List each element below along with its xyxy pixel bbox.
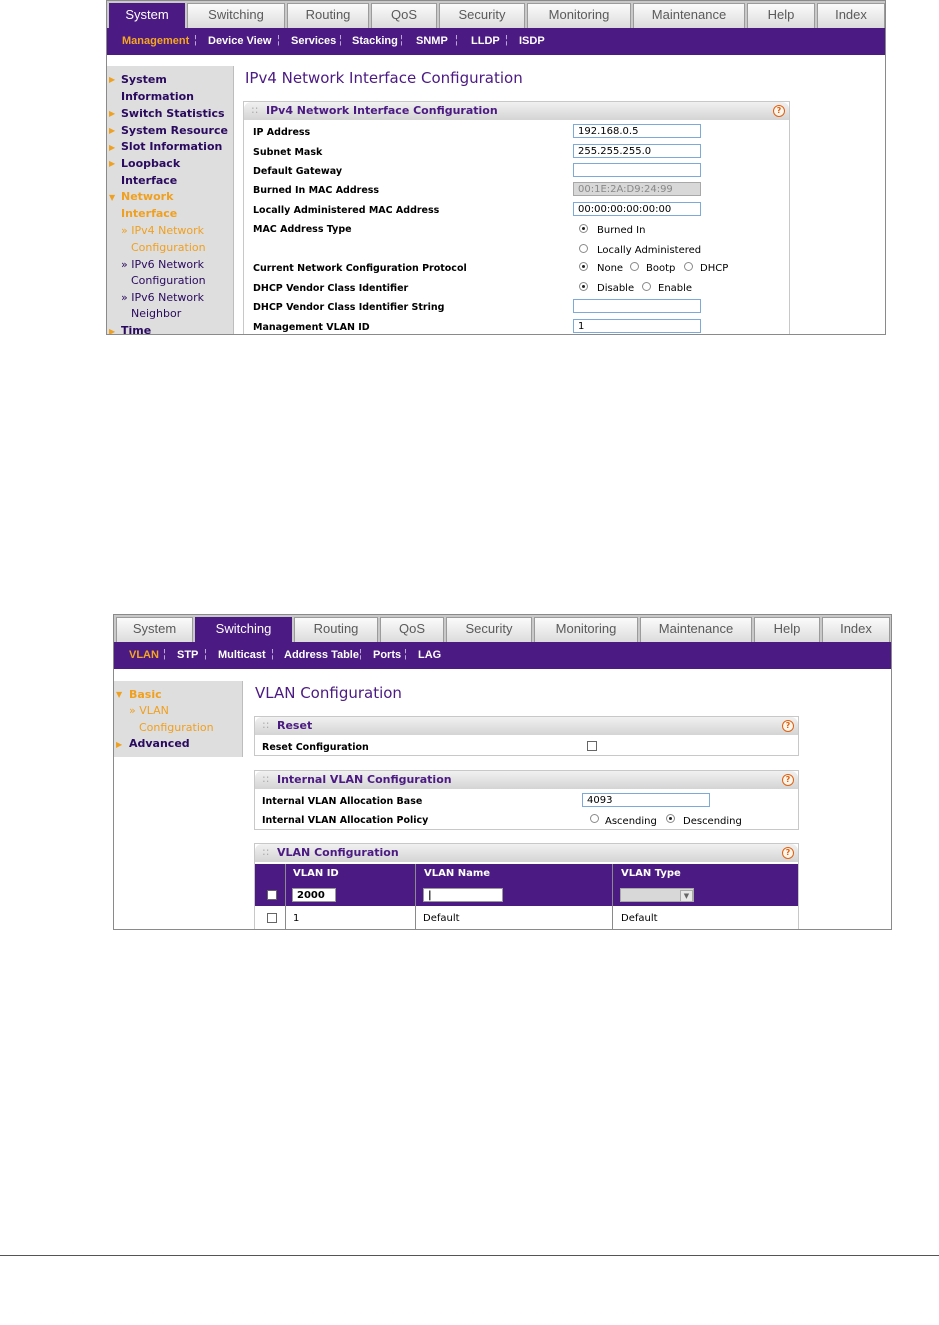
subnav-separator: ¦ xyxy=(277,34,280,46)
vlan-name-cell: Default xyxy=(423,913,460,924)
subnav-multicast[interactable]: Multicast xyxy=(218,649,266,661)
policy-ascending-radio[interactable] xyxy=(590,814,599,823)
sub-nav-bar xyxy=(114,642,891,669)
sidebar-subitem-vlan-configuration[interactable]: » VLAN xyxy=(129,704,169,717)
dhcp-vendor-enable-radio[interactable] xyxy=(642,282,651,291)
subnav-ports[interactable]: Ports xyxy=(373,649,402,661)
subnav-separator: ¦ xyxy=(400,34,403,46)
sidebar-subitem-ipv4-network-cont[interactable]: Configuration xyxy=(131,241,206,254)
chevron-right-icon: ▶ xyxy=(109,143,116,152)
subnav-management[interactable]: Management xyxy=(122,35,190,47)
subnav-device-view[interactable]: Device View xyxy=(208,35,272,47)
grip-icon: :: xyxy=(262,718,270,731)
protocol-dhcp-radio[interactable] xyxy=(684,262,693,271)
tab-maintenance[interactable]: Maintenance xyxy=(633,3,745,28)
protocol-label: Current Network Configuration Protocol xyxy=(253,263,467,274)
mac-type-label: MAC Address Type xyxy=(253,224,352,235)
local-mac-label: Locally Administered MAC Address xyxy=(253,205,440,216)
mac-type-local-radio[interactable] xyxy=(579,244,588,253)
reset-panel xyxy=(254,716,799,756)
vlan-name-input[interactable]: | xyxy=(423,888,503,902)
burned-in-mac-label: Burned In MAC Address xyxy=(253,185,380,196)
subnav-stp[interactable]: STP xyxy=(177,649,199,661)
subnav-separator: ¦ xyxy=(455,34,458,46)
tab-index[interactable]: Index xyxy=(822,617,890,642)
tab-routing[interactable]: Routing xyxy=(294,617,378,642)
ipv4-config-panel xyxy=(243,101,790,335)
tab-help[interactable]: Help xyxy=(754,617,820,642)
allocation-policy-label: Internal VLAN Allocation Policy xyxy=(262,815,429,826)
table-row xyxy=(255,906,798,930)
policy-descending-label: Descending xyxy=(683,816,742,827)
sidebar-item-basic[interactable]: Basic xyxy=(129,688,162,701)
subnav-lldp[interactable]: LLDP xyxy=(471,35,500,47)
protocol-dhcp-label: DHCP xyxy=(700,263,729,274)
sidebar-item-switch-statistics[interactable]: Switch Statistics xyxy=(121,107,225,120)
sidebar-item-system-information[interactable]: System xyxy=(121,73,167,86)
mgmt-vlan-input[interactable]: 1 xyxy=(573,319,701,333)
mac-type-burned-label: Burned In xyxy=(597,225,646,236)
protocol-bootp-radio[interactable] xyxy=(630,262,639,271)
subnav-isdp[interactable]: ISDP xyxy=(519,35,545,47)
tab-switching[interactable]: Switching xyxy=(187,3,285,28)
panel-title: IPv4 Network Interface Configuration xyxy=(266,104,498,117)
subnav-separator: ¦ xyxy=(339,34,342,46)
subnav-lag[interactable]: LAG xyxy=(418,649,442,661)
subnet-mask-input[interactable]: 255.255.255.0 xyxy=(573,144,701,158)
sidebar-subitem-ipv6-network-config-cont[interactable]: Configuration xyxy=(131,274,206,287)
column-header-vlan-name[interactable]: VLAN Name xyxy=(424,868,491,879)
main-tab-bar xyxy=(107,1,885,29)
sidebar-subitem-ipv4-network[interactable]: » IPv4 Network xyxy=(121,224,205,237)
subnav-address-table[interactable]: Address Table xyxy=(284,649,359,661)
chevron-down-icon: ▼ xyxy=(116,690,123,699)
subnav-services[interactable]: Services xyxy=(291,35,337,47)
sidebar-item-time[interactable]: Time xyxy=(121,324,152,335)
sidebar-item-system-resource[interactable]: System Resource xyxy=(121,124,228,137)
sidebar-subitem-vlan-configuration-cont[interactable]: Configuration xyxy=(139,721,214,734)
tab-monitoring[interactable]: Monitoring xyxy=(534,617,638,642)
default-gateway-label: Default Gateway xyxy=(253,166,343,177)
column-header-vlan-id[interactable]: VLAN ID xyxy=(293,868,339,879)
subnav-separator: ¦ xyxy=(271,648,274,660)
subnav-separator: ¦ xyxy=(194,34,197,46)
ip-address-label: IP Address xyxy=(253,127,311,138)
vlan-type-cell: Default xyxy=(621,913,658,924)
reset-configuration-label: Reset Configuration xyxy=(262,742,369,753)
policy-descending-radio[interactable] xyxy=(666,814,675,823)
table-header xyxy=(255,864,798,884)
sidebar-item-loopback-cont[interactable]: Interface xyxy=(121,174,178,187)
subnav-separator: ¦ xyxy=(163,648,166,660)
tab-system[interactable]: System xyxy=(116,617,193,642)
page-title: IPv4 Network Interface Configuration xyxy=(245,69,523,87)
chevron-right-icon: ▶ xyxy=(109,75,116,84)
subnav-separator: ¦ xyxy=(359,648,362,660)
main-tab-bar xyxy=(114,615,891,643)
allocation-base-input[interactable]: 4093 xyxy=(582,793,710,807)
sidebar-subitem-ipv6-neighbor-cont[interactable]: Neighbor xyxy=(131,307,182,320)
chevron-right-icon: ▶ xyxy=(109,126,116,135)
mac-type-local-label: Locally Administered xyxy=(597,245,702,256)
help-icon[interactable]: ? xyxy=(773,105,785,117)
sidebar-item-loopback[interactable]: Loopback xyxy=(121,157,181,170)
chevron-right-icon: ▶ xyxy=(109,327,116,335)
tab-security[interactable]: Security xyxy=(446,617,532,642)
subnav-stacking[interactable]: Stacking xyxy=(352,35,398,47)
protocol-none-label: None xyxy=(597,263,624,274)
subnav-snmp[interactable]: SNMP xyxy=(416,35,448,47)
sidebar xyxy=(114,681,243,757)
sidebar-item-network-interface-cont[interactable]: Interface xyxy=(121,207,178,220)
dhcp-vendor-string-input[interactable] xyxy=(573,299,701,313)
panel-title: Reset xyxy=(277,719,313,732)
protocol-none-radio[interactable] xyxy=(579,262,588,271)
dhcp-vendor-enable-label: Enable xyxy=(658,283,693,294)
panel-title: Internal VLAN Configuration xyxy=(277,773,452,786)
local-mac-input[interactable]: 00:00:00:00:00:00 xyxy=(573,202,701,216)
vlan-id-input[interactable]: 2000 xyxy=(292,888,336,902)
tab-monitoring[interactable]: Monitoring xyxy=(527,3,631,28)
allocation-base-label: Internal VLAN Allocation Base xyxy=(262,796,423,807)
internal-vlan-panel xyxy=(254,770,799,830)
tab-maintenance[interactable]: Maintenance xyxy=(640,617,752,642)
help-icon[interactable]: ? xyxy=(782,774,794,786)
tab-switching[interactable]: Switching xyxy=(195,617,292,642)
dhcp-vendor-label: DHCP Vendor Class Identifier xyxy=(253,283,409,294)
grip-icon: :: xyxy=(251,103,259,116)
sidebar-subitem-ipv6-network-config[interactable]: » IPv6 Network xyxy=(121,258,205,271)
subnav-separator: ¦ xyxy=(505,34,508,46)
panel-header xyxy=(244,102,789,120)
screenshot-ipv4-config xyxy=(106,0,886,335)
row-select-checkbox[interactable] xyxy=(267,890,277,900)
dhcp-vendor-disable-radio[interactable] xyxy=(579,282,588,291)
sidebar-item-slot-information[interactable]: Slot Information xyxy=(121,140,223,153)
row-select-checkbox[interactable] xyxy=(267,913,277,923)
tab-qos[interactable]: QoS xyxy=(380,617,444,642)
mac-type-burned-radio[interactable] xyxy=(579,224,588,233)
grip-icon: :: xyxy=(262,845,270,858)
help-icon[interactable]: ? xyxy=(782,720,794,732)
chevron-right-icon: ▶ xyxy=(109,159,116,168)
sidebar-item-system-information-cont[interactable]: Information xyxy=(121,90,194,103)
ip-address-input[interactable]: 192.168.0.5 xyxy=(573,124,701,138)
panel-title: VLAN Configuration xyxy=(277,846,399,859)
panel-header xyxy=(255,844,798,862)
sub-nav-bar xyxy=(107,28,885,55)
help-icon[interactable]: ? xyxy=(782,847,794,859)
tab-index[interactable]: Index xyxy=(817,3,885,28)
mgmt-vlan-label: Management VLAN ID xyxy=(253,322,370,333)
subnav-separator: ¦ xyxy=(404,648,407,660)
grip-icon: :: xyxy=(262,772,270,785)
subnet-mask-label: Subnet Mask xyxy=(253,147,323,158)
column-header-vlan-type[interactable]: VLAN Type xyxy=(621,868,681,879)
subnav-vlan[interactable]: VLAN xyxy=(129,649,159,661)
default-gateway-input[interactable] xyxy=(573,163,701,177)
tab-qos[interactable]: QoS xyxy=(371,3,437,28)
tab-system[interactable]: System xyxy=(109,3,185,28)
page-footer-rule xyxy=(0,1255,939,1256)
vlan-id-cell[interactable]: 1 xyxy=(293,913,300,924)
chevron-right-icon: ▶ xyxy=(109,109,116,118)
chevron-down-icon: ▼ xyxy=(109,193,116,202)
panel-header xyxy=(255,717,798,735)
sidebar xyxy=(107,66,234,335)
page-title: VLAN Configuration xyxy=(255,684,402,702)
dhcp-vendor-string-label: DHCP Vendor Class Identifier String xyxy=(253,302,445,313)
tab-routing[interactable]: Routing xyxy=(287,3,369,28)
subnav-separator: ¦ xyxy=(204,648,207,660)
policy-ascending-label: Ascending xyxy=(605,816,657,827)
tab-help[interactable]: Help xyxy=(747,3,815,28)
panel-header xyxy=(255,771,798,789)
screenshot-vlan-config xyxy=(113,614,892,930)
chevron-right-icon: ▶ xyxy=(116,740,123,749)
dhcp-vendor-disable-label: Disable xyxy=(597,283,635,294)
sidebar-item-advanced[interactable]: Advanced xyxy=(129,737,190,750)
chevron-down-icon[interactable]: ▼ xyxy=(680,890,693,902)
table-row-input xyxy=(255,884,798,906)
reset-configuration-checkbox[interactable] xyxy=(587,741,597,751)
vlan-table-panel xyxy=(254,843,799,930)
sidebar-subitem-ipv6-neighbor[interactable]: » IPv6 Network xyxy=(121,291,205,304)
protocol-bootp-label: Bootp xyxy=(646,263,676,274)
tab-security[interactable]: Security xyxy=(439,3,525,28)
burned-in-mac-input: 00:1E:2A:D9:24:99 xyxy=(573,182,701,196)
sidebar-item-network-interface[interactable]: Network xyxy=(121,190,174,203)
